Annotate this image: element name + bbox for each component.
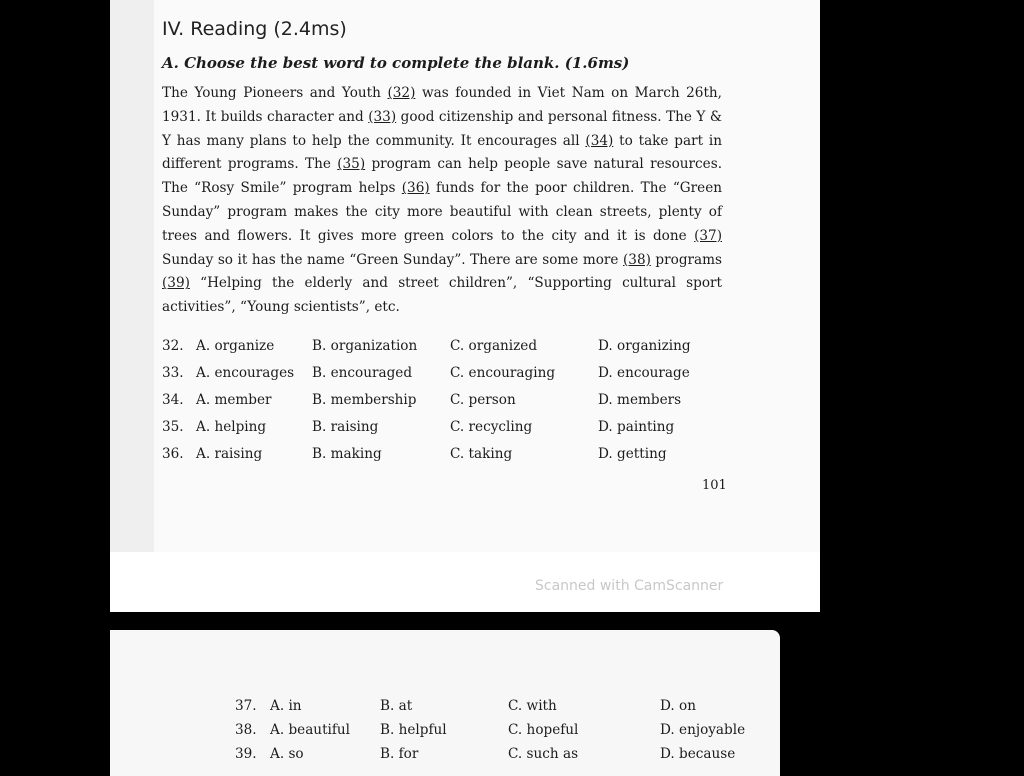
blank-35: (35) [337,156,366,173]
question-row [162,338,722,365]
passage-text: “Helping the elderly and street children”, “Supporting cultural sport activities”, “Young scientists”, etc. [162,275,722,316]
passage-text: to take part in different programs. The [162,132,722,173]
option-c: C. recycling [450,419,533,435]
option-a: A. so [270,746,304,762]
option-b: B. at [380,698,413,714]
option-d: D. getting [598,446,667,462]
question-row [235,746,775,770]
option-b: B. raising [312,419,379,435]
option-d: D. members [598,392,682,408]
answer-options-top [162,338,722,473]
option-a: A. member [196,392,272,408]
passage-text: good citizenship and personal fitness. The Y & Y has many plans to help the community. It encourages all [162,108,722,149]
option-b: B. helpful [380,722,447,738]
option-b: B. membership [312,392,417,408]
blank-36: (36) [401,180,430,197]
blank-33: (33) [368,108,397,125]
option-d: D. enjoyable [660,722,746,738]
passage-text: Sunday so it has the name “Green Sunday”. There are some more [162,251,623,268]
blank-37: (37) [694,227,722,244]
option-b: B. for [380,746,419,762]
option-c: C. person [450,392,516,408]
scanned-page-bottom [110,630,780,776]
option-a: A. beautiful [270,722,351,738]
option-b: B. encouraged [312,365,413,381]
question-number: 37. [235,698,257,714]
option-a: A. helping [196,419,267,435]
option-d: D. on [660,698,696,714]
question-row [162,419,722,446]
question-number: 38. [235,722,257,738]
question-number: 33. [162,365,184,381]
question-number: 36. [162,446,184,462]
blank-38: (38) [623,251,651,268]
option-a: A. organize [196,338,275,354]
option-c: C. such as [508,746,579,762]
question-row [162,446,722,473]
option-a: A. in [270,698,302,714]
blank-34: (34) [585,132,614,149]
passage-text: funds for the poor children. The “Green Sunday” program makes the city more beautiful with clean streets, plenty of trees and flowers. It gives more green colors to the city and it is done [162,180,722,244]
option-d: D. painting [598,419,675,435]
scanner-watermark: Scanned with CamScanner [535,578,724,594]
scanned-page-top [110,0,820,612]
blank-39: (39) [162,275,190,292]
passage-text: The Young Pioneers and Youth [162,85,388,101]
passage-text: programs [650,251,722,268]
reading-passage [162,82,722,320]
option-d: D. encourage [598,365,690,381]
option-c: C. taking [450,446,513,462]
exercise-instruction: A. Choose the best word to complete the blank. (1.6ms) [162,54,630,72]
blank-32: (32) [387,85,416,101]
answer-options-bottom [235,698,775,770]
option-b: B. making [312,446,382,462]
option-a: A. encourages [196,365,295,381]
option-c: C. encouraging [450,365,556,381]
option-c: C. with [508,698,557,714]
option-d: D. because [660,746,736,762]
option-a: A. raising [196,446,263,462]
page-shadow-strip [110,0,154,552]
question-row [162,365,722,392]
option-b: B. organization [312,338,418,354]
page-number: 101 [702,478,727,493]
option-c: C. hopeful [508,722,579,738]
question-row [235,722,775,746]
passage-text: was founded in Viet Nam on March 26th, 1931. It builds character and [162,85,722,125]
question-row [162,392,722,419]
option-c: C. organized [450,338,538,354]
option-d: D. organizing [598,338,691,354]
section-title: IV. Reading (2.4ms) [162,18,347,40]
question-number: 39. [235,746,257,762]
passage-text: program can help people save natural resources. The “Rosy Smile” program helps [162,156,723,197]
question-number: 34. [162,392,184,408]
question-number: 35. [162,419,184,435]
question-row [235,698,775,722]
question-number: 32. [162,338,184,354]
